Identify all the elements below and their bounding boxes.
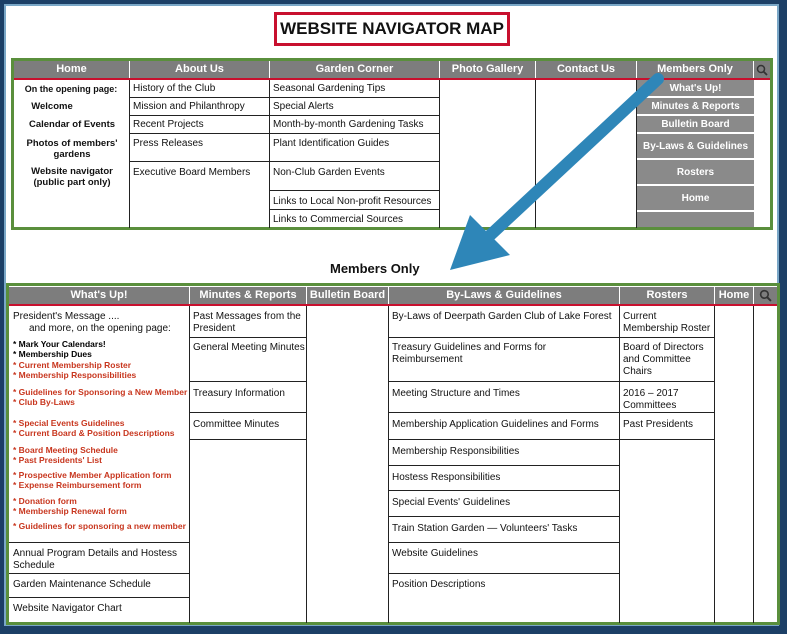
bylaws-item[interactable]: Train Station Garden — Volunteers' Tasks — [392, 523, 578, 534]
row-divider — [130, 97, 270, 98]
whats-up-link[interactable]: * Prospective Member Application form — [13, 470, 172, 480]
nav-header-contact-us[interactable]: Contact Us — [536, 61, 637, 78]
row-divider — [389, 439, 620, 440]
whats-up-item[interactable]: * Mark Your Calendars! — [13, 339, 106, 349]
whats-up-item[interactable]: * Membership Dues — [13, 349, 92, 359]
row-divider — [190, 412, 307, 413]
members-btn-bulletin[interactable]: Bulletin Board — [637, 116, 754, 134]
mo-header-minutes[interactable]: Minutes & Reports — [190, 287, 307, 304]
home-intro: On the opening page: — [24, 84, 118, 94]
divider — [129, 80, 130, 228]
home-item-welcome[interactable]: Welcome — [31, 101, 73, 112]
whats-up-link[interactable]: * Special Events Guidelines — [13, 418, 125, 428]
whats-up-link[interactable]: * Board Meeting Schedule — [13, 445, 118, 455]
row-divider — [270, 190, 440, 191]
row-divider — [270, 133, 440, 134]
minutes-item[interactable]: General Meeting Minutes — [193, 342, 305, 353]
whats-up-link[interactable]: * Current Membership Roster — [13, 360, 132, 370]
minutes-item[interactable]: Past Messages from the President — [193, 311, 301, 334]
row-divider — [389, 337, 620, 338]
row-divider — [389, 381, 620, 382]
bylaws-item[interactable]: Website Guidelines — [392, 548, 478, 559]
whats-up-more[interactable]: Annual Program Details and Hostess Schedule — [13, 548, 177, 571]
row-divider — [190, 337, 307, 338]
members-btn-rosters[interactable]: Rosters — [637, 160, 754, 186]
nav-header-home[interactable]: Home — [14, 61, 130, 78]
row-divider — [190, 439, 307, 440]
whats-up-intro-2: and more, on the opening page: — [29, 323, 171, 334]
garden-item[interactable]: Non-Club Garden Events — [273, 167, 385, 178]
minutes-item[interactable]: Treasury Information — [193, 388, 285, 399]
bylaws-item[interactable]: Meeting Structure and Times — [392, 388, 520, 399]
about-item[interactable]: Executive Board Members — [133, 167, 251, 178]
rosters-item[interactable]: Past Presidents — [623, 419, 694, 430]
garden-item[interactable]: Plant Identification Guides — [273, 138, 390, 149]
whats-up-link[interactable]: * Past Presidents' List — [13, 455, 102, 465]
row-divider — [130, 161, 270, 162]
about-item[interactable]: Press Releases — [133, 138, 204, 149]
mo-header-whats-up[interactable]: What's Up! — [9, 287, 190, 304]
whats-up-link[interactable]: * Membership Renewal form — [13, 506, 127, 516]
garden-item[interactable]: Links to Local Non-profit Resources — [273, 196, 432, 207]
about-item[interactable]: Recent Projects — [133, 119, 204, 130]
row-divider — [389, 490, 620, 491]
whats-up-more[interactable]: Garden Maintenance Schedule — [13, 579, 151, 590]
row-divider — [620, 439, 715, 440]
divider — [189, 306, 190, 623]
row-divider — [270, 97, 440, 98]
rosters-item[interactable]: Board of Directors and Committee Chairs — [623, 342, 704, 377]
divider — [753, 306, 754, 623]
whats-up-link[interactable]: * Club By-Laws — [13, 397, 75, 407]
nav-search-cell[interactable] — [754, 61, 770, 78]
pointer-arrow — [440, 65, 680, 280]
row-divider — [389, 465, 620, 466]
divider — [714, 306, 715, 623]
home-item-photos[interactable]: Photos of members' gardens — [26, 138, 118, 160]
mo-header-underline — [9, 304, 777, 306]
row-divider — [9, 573, 190, 574]
mo-header-home[interactable]: Home — [715, 287, 754, 304]
nav-header-garden-corner[interactable]: Garden Corner — [270, 61, 440, 78]
bylaws-item[interactable]: Position Descriptions — [392, 579, 486, 590]
bylaws-item[interactable]: Membership Responsibilities — [392, 446, 520, 457]
row-divider — [130, 115, 270, 116]
mo-header-bylaws[interactable]: By-Laws & Guidelines — [389, 287, 620, 304]
rosters-item[interactable]: Current Membership Roster — [623, 311, 711, 334]
members-section-title: Members Only — [330, 261, 420, 276]
divider — [306, 306, 307, 623]
row-divider — [389, 542, 620, 543]
nav-header-about-us[interactable]: About Us — [130, 61, 270, 78]
search-icon[interactable] — [759, 289, 772, 302]
home-item-calendar[interactable]: Calendar of Events — [28, 119, 116, 130]
row-divider — [389, 573, 620, 574]
garden-item[interactable]: Month-by-month Gardening Tasks — [273, 119, 424, 130]
whats-up-intro: President's Message .... — [13, 311, 120, 322]
row-divider — [190, 381, 307, 382]
members-btn-minutes[interactable]: Minutes & Reports — [637, 98, 754, 116]
rosters-item[interactable]: 2016 – 2017 Committees — [623, 388, 679, 411]
garden-item[interactable]: Links to Commercial Sources — [273, 214, 404, 225]
whats-up-link[interactable]: * Expense Reimbursement form — [13, 480, 142, 490]
about-item[interactable]: History of the Club — [133, 83, 216, 94]
home-item-navigator[interactable]: Website navigator (public part only) — [31, 166, 113, 188]
whats-up-link[interactable]: * Guidelines for sponsoring a new member — [13, 521, 186, 531]
whats-up-link[interactable]: * Guidelines for Sponsoring a New Member — [13, 387, 188, 397]
nav-header-photo-gallery[interactable]: Photo Gallery — [440, 61, 536, 78]
row-divider — [389, 412, 620, 413]
whats-up-more[interactable]: Website Navigator Chart — [13, 603, 122, 614]
page-title: WEBSITE NAVIGATOR MAP — [274, 12, 510, 46]
bylaws-item[interactable]: Special Events' Guidelines — [392, 497, 511, 508]
row-divider — [9, 597, 190, 598]
divider — [269, 80, 270, 228]
members-btn-bylaws[interactable]: By-Laws & Guidelines — [637, 134, 754, 160]
nav-header-members-only[interactable]: Members Only — [637, 61, 754, 78]
row-divider — [130, 133, 270, 134]
bylaws-item[interactable]: By-Laws of Deerpath Garden Club of Lake Forest — [392, 311, 612, 322]
row-divider — [270, 209, 440, 210]
row-divider — [620, 412, 715, 413]
garden-item[interactable]: Seasonal Gardening Tips — [273, 83, 386, 94]
members-btn-home[interactable]: Home — [637, 186, 754, 212]
search-icon[interactable] — [756, 64, 768, 76]
row-divider — [620, 381, 715, 382]
bylaws-item[interactable]: Treasury Guidelines and Forms for Reimbursement — [392, 342, 547, 365]
about-item[interactable]: Mission and Philanthropy — [133, 101, 245, 112]
garden-item[interactable]: Special Alerts — [273, 101, 334, 112]
row-divider — [270, 161, 440, 162]
whats-up-link[interactable]: * Donation form — [13, 496, 77, 506]
row-divider — [270, 115, 440, 116]
row-divider — [9, 542, 190, 543]
mo-search-cell[interactable] — [754, 287, 777, 304]
mo-header-rosters[interactable]: Rosters — [620, 287, 715, 304]
mo-header-bulletin[interactable]: Bulletin Board — [307, 287, 389, 304]
bylaws-item[interactable]: Membership Application Guidelines and Forms — [392, 419, 599, 430]
row-divider — [620, 337, 715, 338]
bylaws-item[interactable]: Hostess Responsibilities — [392, 472, 501, 483]
whats-up-link[interactable]: * Membership Responsibilities — [13, 370, 137, 380]
row-divider — [389, 516, 620, 517]
minutes-item[interactable]: Committee Minutes — [193, 419, 280, 430]
members-btn-whats-up[interactable]: What's Up! — [637, 80, 754, 98]
whats-up-link[interactable]: * Current Board & Position Descriptions — [13, 428, 175, 438]
